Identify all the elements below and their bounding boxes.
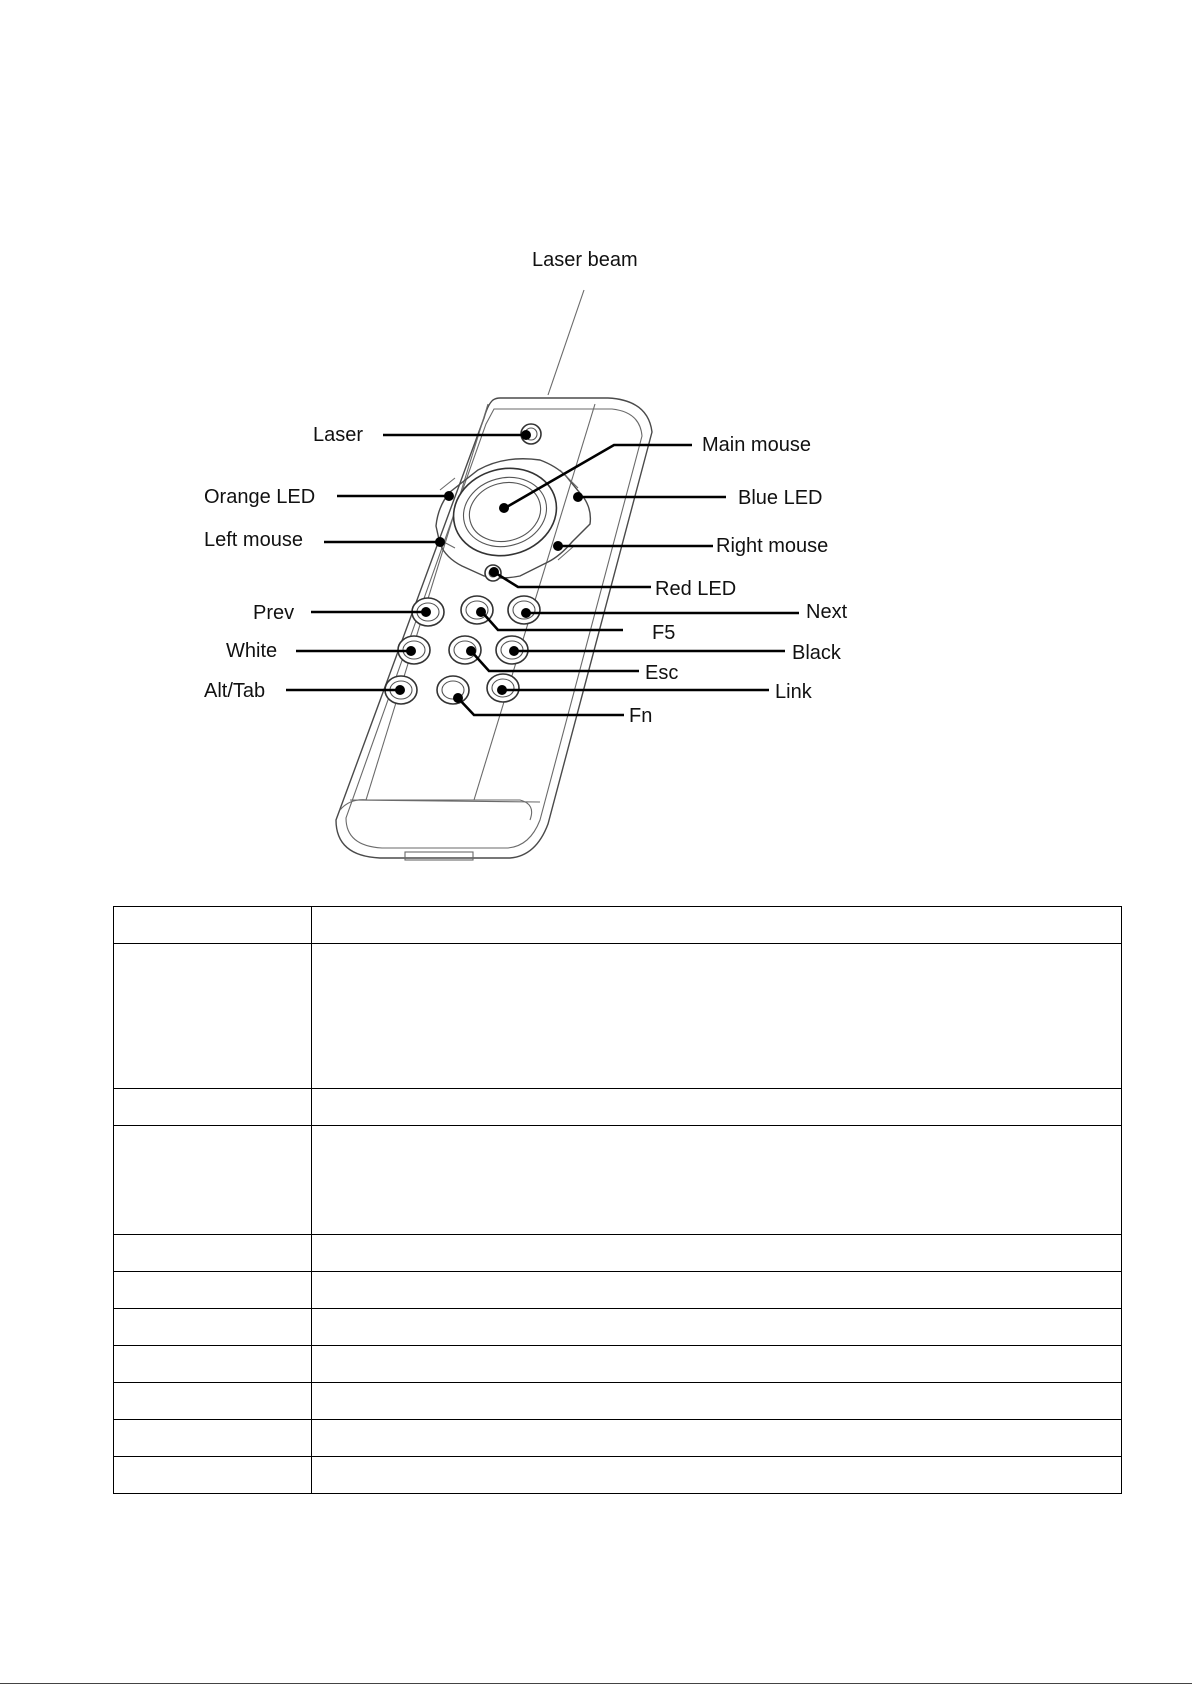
table-cell (312, 1457, 1122, 1494)
laser-beam-line (548, 290, 584, 395)
table-row (114, 944, 1122, 1089)
label-esc: Esc (645, 662, 679, 684)
label-laser: Laser (313, 424, 364, 446)
label-blue-led: Blue LED (738, 487, 823, 509)
label-laser-beam: Laser beam (532, 249, 638, 271)
table-cell (312, 944, 1122, 1089)
table-cell (312, 1126, 1122, 1235)
table-row (114, 1457, 1122, 1494)
mouse-cluster (436, 457, 590, 578)
label-black: Black (792, 642, 841, 664)
label-link: Link (775, 681, 812, 703)
table-cell (114, 1383, 312, 1420)
label-right-mouse: Right mouse (716, 535, 829, 557)
label-main-mouse: Main mouse (702, 434, 811, 456)
esc-button[interactable] (449, 636, 481, 664)
table-cell (312, 1383, 1122, 1420)
leader-lines (286, 430, 799, 715)
table-cell (312, 1420, 1122, 1457)
table-row (114, 1383, 1122, 1420)
label-white: White (226, 640, 278, 662)
table-row (114, 1089, 1122, 1126)
table-cell (114, 1235, 312, 1272)
function-table (113, 906, 1122, 1494)
fn-button[interactable] (437, 676, 469, 704)
table-cell (114, 1272, 312, 1309)
label-red-led: Red LED (655, 578, 737, 600)
label-prev: Prev (253, 602, 295, 624)
table-cell (114, 1420, 312, 1457)
label-f5: F5 (652, 622, 676, 644)
label-orange-led: Orange LED (204, 486, 316, 508)
label-fn: Fn (629, 705, 653, 727)
table-cell (114, 1126, 312, 1235)
table-cell (312, 1346, 1122, 1383)
table-row (114, 1235, 1122, 1272)
table-row (114, 907, 1122, 944)
table-cell (114, 1089, 312, 1126)
label-alt-tab: Alt/Tab (204, 680, 266, 702)
table-row (114, 1126, 1122, 1235)
table-cell (312, 1235, 1122, 1272)
table-row (114, 1346, 1122, 1383)
table-cell (114, 944, 312, 1089)
label-left-mouse: Left mouse (204, 529, 303, 551)
page-bottom-rule (0, 1683, 1192, 1684)
table-cell (114, 1346, 312, 1383)
table-cell (312, 1309, 1122, 1346)
table-cell (114, 1309, 312, 1346)
table-row (114, 1272, 1122, 1309)
table-row (114, 1420, 1122, 1457)
table-cell (312, 1089, 1122, 1126)
table-cell (312, 907, 1122, 944)
table-row (114, 1309, 1122, 1346)
label-next: Next (806, 601, 848, 623)
table-cell (312, 1272, 1122, 1309)
table-cell (114, 1457, 312, 1494)
table-cell (114, 907, 312, 944)
